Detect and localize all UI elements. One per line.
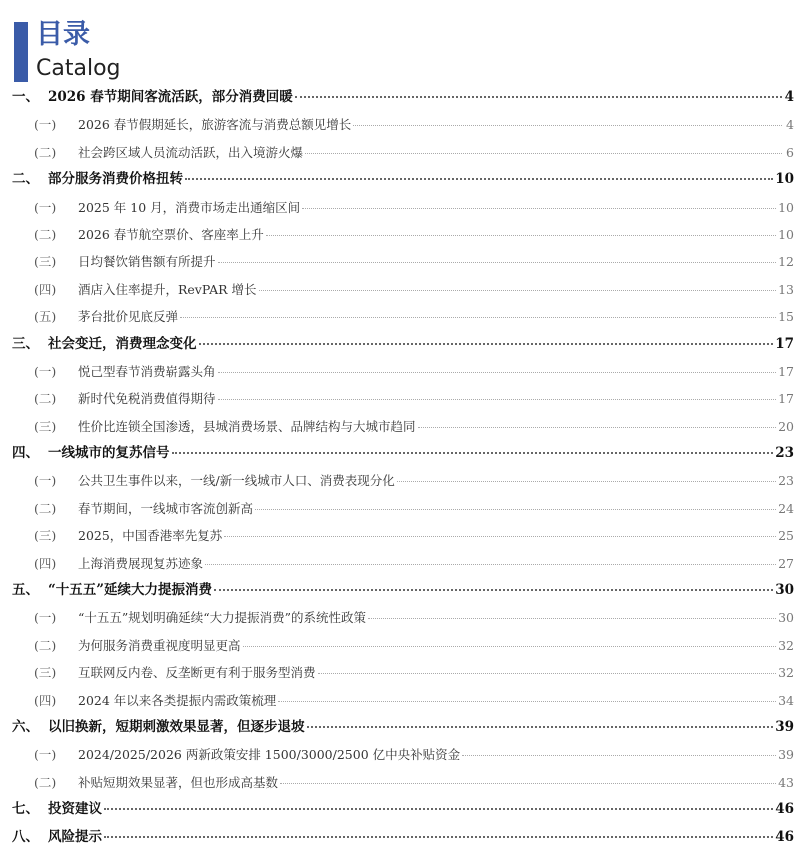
toc-entry-title: 2024 年以来各类提振内需政策梳理: [78, 692, 277, 708]
toc-page-number: 25: [778, 528, 794, 544]
toc-page-number: 27: [778, 555, 794, 571]
toc-entry-number: (三): [34, 665, 57, 681]
toc-entry-number: (三): [34, 418, 57, 434]
toc-dot-leader: [368, 617, 776, 619]
toc-entry-title: 2026 春节航空票价、客座率上升: [78, 226, 264, 242]
toc-entry-title: 补贴短期效果显著，但也形成高基数: [78, 774, 279, 790]
toc-subsection-entry[interactable]: [12, 522, 794, 549]
toc-page-number: 6: [786, 144, 794, 160]
toc-dot-leader: [353, 124, 782, 126]
toc-entry-number: (四): [34, 555, 57, 571]
toc-subsection-entry[interactable]: [12, 495, 794, 522]
toc-section-entry[interactable]: [12, 577, 794, 604]
toc-dot-leader: [278, 700, 776, 702]
toc-dot-leader: [205, 563, 776, 565]
toc-dot-leader: [295, 95, 782, 98]
toc-entry-number: (二): [34, 391, 57, 407]
toc-entry-number: (一): [34, 199, 57, 215]
toc-entry-title: 性价比连锁全国渗透，县城消费场景、品牌结构与大城市趋同: [78, 418, 416, 434]
toc-dot-leader: [318, 672, 777, 674]
toc-page-number: 23: [778, 473, 794, 489]
toc-dot-leader: [218, 261, 777, 263]
toc-page-number: 32: [778, 637, 794, 653]
toc-entry-number: (二): [34, 144, 57, 160]
toc-page-number: 10: [778, 226, 794, 242]
toc-entry-number: (二): [34, 226, 57, 242]
toc-dot-leader: [104, 835, 773, 838]
toc-subsection-entry[interactable]: [12, 769, 794, 796]
toc-page-number: 4: [786, 117, 794, 133]
toc-page-number: 30: [775, 582, 794, 599]
toc-subsection-entry[interactable]: [12, 550, 794, 577]
toc-dot-leader: [172, 451, 774, 454]
toc-page-number: 30: [778, 610, 794, 626]
toc-entry-number: 五、: [12, 582, 39, 599]
toc-entry-title: 2025，中国香港率先复苏: [78, 528, 223, 544]
toc-page-number: 39: [775, 718, 794, 735]
toc-entry-title: 2024/2025/2026 两新政策安排 1500/3000/2500 亿中央补贴资金: [78, 747, 461, 763]
toc-subsection-entry[interactable]: [12, 687, 794, 714]
toc-page-number: 43: [778, 774, 794, 790]
toc-dot-leader: [218, 398, 777, 400]
toc-entry-number: 六、: [12, 718, 39, 735]
toc-subsection-entry[interactable]: [12, 604, 794, 631]
toc-subsection-entry[interactable]: [12, 248, 794, 275]
toc-dot-leader: [266, 234, 776, 236]
toc-page-number: 13: [778, 281, 794, 297]
toc-entry-number: (一): [34, 610, 57, 626]
toc-section-entry[interactable]: [12, 84, 794, 111]
toc-dot-leader: [259, 289, 777, 291]
toc-entry-number: (一): [34, 473, 57, 489]
toc-subsection-entry[interactable]: [12, 413, 794, 440]
toc-entry-number: (四): [34, 281, 57, 297]
toc-section-entry[interactable]: [12, 714, 794, 741]
toc-entry-number: 二、: [12, 171, 39, 188]
toc-dot-leader: [462, 754, 776, 756]
toc-entry-number: 七、: [12, 801, 39, 818]
toc-page-number: 39: [778, 747, 794, 763]
toc-entry-number: 一、: [12, 89, 39, 105]
toc-dot-leader: [397, 480, 776, 482]
toc-page-number: 4: [784, 89, 794, 105]
toc-page-number: 34: [778, 692, 794, 708]
toc-page-number: 32: [778, 665, 794, 681]
toc-subsection-entry[interactable]: [12, 358, 794, 385]
toc-dot-leader: [104, 807, 773, 810]
toc-entry-title: 茅台批价见底反弹: [78, 309, 179, 325]
toc-subsection-entry[interactable]: [12, 741, 794, 768]
toc-entry-title: 为何服务消费重视度明显更高: [78, 637, 241, 653]
table-of-contents: [12, 84, 794, 851]
toc-dot-leader: [199, 342, 774, 345]
toc-subsection-entry[interactable]: [12, 303, 794, 330]
toc-subsection-entry[interactable]: [12, 139, 794, 166]
toc-entry-title: 悦己型春节消费崭露头角: [78, 363, 216, 379]
toc-dot-leader: [214, 588, 773, 591]
toc-entry-title: 一线城市的复苏信号: [48, 445, 170, 462]
toc-page-number: 15: [778, 309, 794, 325]
toc-entry-title: 社会变迁，消费理念变化: [48, 335, 197, 352]
toc-dot-leader: [418, 426, 777, 428]
toc-section-entry[interactable]: [12, 166, 794, 193]
toc-entry-number: (二): [34, 500, 57, 516]
toc-page-number: 10: [775, 171, 794, 188]
toc-dot-leader: [255, 508, 776, 510]
toc-subsection-entry[interactable]: [12, 194, 794, 221]
toc-dot-leader: [224, 535, 776, 537]
toc-section-entry[interactable]: [12, 824, 794, 851]
toc-entry-number: 四、: [12, 445, 39, 462]
page-title: 目录: [36, 19, 90, 50]
toc-entry-number: (一): [34, 363, 57, 379]
toc-entry-title: 部分服务消费价格扭转: [48, 171, 183, 188]
toc-subsection-entry[interactable]: [12, 659, 794, 686]
toc-page-number: 20: [778, 418, 794, 434]
toc-page-number: 17: [775, 335, 794, 352]
page-subtitle: Catalog: [36, 56, 121, 81]
toc-page-number: 46: [775, 801, 794, 818]
toc-entry-title: 酒店入住率提升，RevPAR 增长: [78, 281, 257, 297]
toc-entry-number: (一): [34, 747, 57, 763]
toc-dot-leader: [307, 725, 774, 728]
toc-entry-title: 新时代免税消费值得期待: [78, 391, 216, 407]
toc-subsection-entry[interactable]: [12, 385, 794, 412]
toc-page-number: 46: [775, 828, 794, 845]
toc-section-entry[interactable]: [12, 796, 794, 823]
toc-dot-leader: [218, 371, 777, 373]
toc-entry-title: 春节期间，一线城市客流创新高: [78, 500, 254, 516]
toc-dot-leader: [305, 152, 782, 154]
toc-entry-title: 上海消费展现复苏迹象: [78, 555, 204, 571]
toc-subsection-entry[interactable]: [12, 221, 794, 248]
toc-entry-title: 公共卫生事件以来，一线/新一线城市人口、消费表现分化: [78, 473, 395, 489]
toc-entry-number: 三、: [12, 335, 39, 352]
toc-subsection-entry[interactable]: [12, 467, 794, 494]
toc-page-number: 17: [778, 391, 794, 407]
toc-entry-number: (一): [34, 117, 57, 133]
toc-entry-title: 以旧换新，短期刺激效果显著，但逐步退坡: [48, 718, 305, 735]
toc-dot-leader: [243, 645, 777, 647]
toc-dot-leader: [180, 316, 776, 318]
toc-entry-number: (二): [34, 637, 57, 653]
toc-entry-number: (五): [34, 309, 57, 325]
toc-entry-title: 风险提示: [48, 828, 102, 845]
toc-entry-title: 2025 年 10 月，消费市场走出通缩区间: [78, 199, 301, 215]
toc-page-number: 24: [778, 500, 794, 516]
toc-page-number: 10: [778, 199, 794, 215]
toc-subsection-entry[interactable]: [12, 632, 794, 659]
toc-page-number: 23: [775, 445, 794, 462]
toc-entry-number: (三): [34, 254, 57, 270]
toc-entry-title: 投资建议: [48, 801, 102, 818]
toc-entry-title: 2026 春节假期延长，旅游客流与消费总额见增长: [78, 117, 352, 133]
toc-entry-title: 日均餐饮销售额有所提升: [78, 254, 216, 270]
toc-entry-title: 互联网反内卷、反垄断更有利于服务型消费: [78, 665, 316, 681]
toc-dot-leader: [302, 207, 776, 209]
toc-section-entry[interactable]: [12, 331, 794, 358]
catalog-header: [14, 18, 314, 82]
toc-entry-number: 八、: [12, 828, 39, 845]
toc-page-number: 17: [778, 363, 794, 379]
toc-entry-number: (四): [34, 692, 57, 708]
toc-dot-leader: [185, 177, 773, 180]
toc-section-entry[interactable]: [12, 440, 794, 467]
toc-entry-title: 社会跨区域人员流动活跃，出入境游火爆: [78, 144, 304, 160]
toc-entry-title: 2026 春节期间客流活跃，部分消费回暖: [48, 89, 293, 105]
toc-subsection-entry[interactable]: [12, 276, 794, 303]
toc-entry-number: (二): [34, 774, 57, 790]
toc-entry-title: “十五五”延续大力提振消费: [48, 582, 213, 599]
toc-entry-title: “十五五”规划明确延续“大力提振消费”的系统性政策: [78, 610, 367, 626]
toc-dot-leader: [280, 782, 776, 784]
toc-subsection-entry[interactable]: [12, 111, 794, 138]
toc-page-number: 12: [778, 254, 794, 270]
header-accent-bar: [14, 22, 28, 82]
toc-entry-number: (三): [34, 528, 57, 544]
